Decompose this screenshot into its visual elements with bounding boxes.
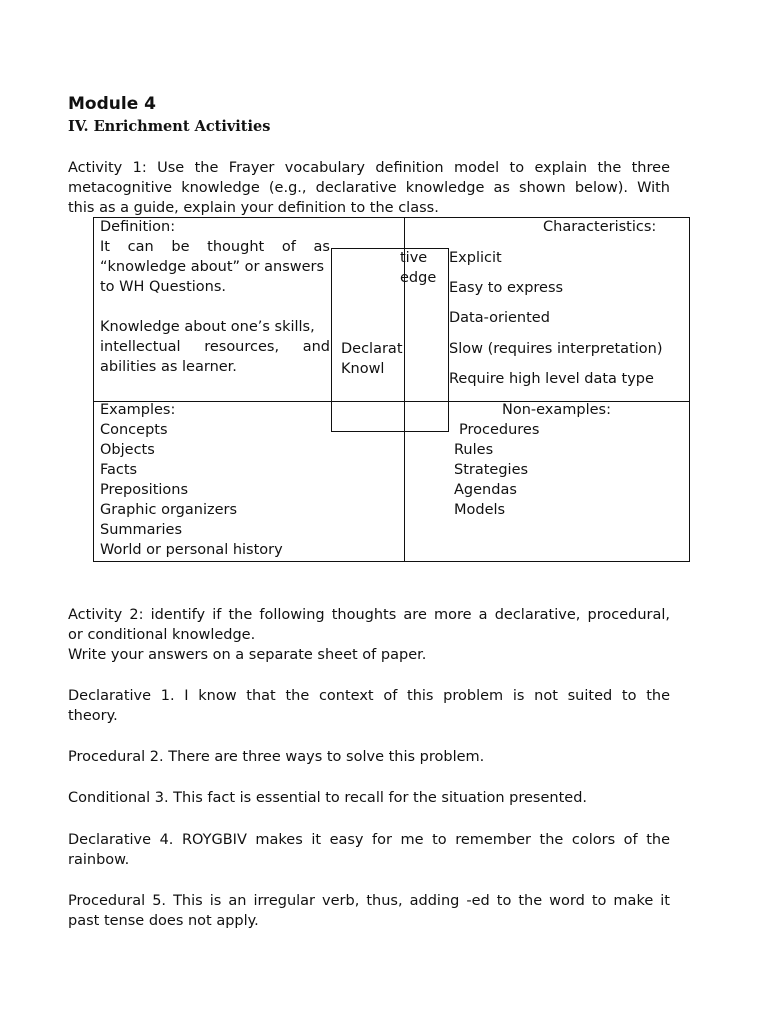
- characteristic-item: Require high level data type: [449, 371, 654, 387]
- activity1-line: this as a guide, explain your definition to the class.: [68, 200, 439, 216]
- characteristic-item: Explicit: [449, 250, 502, 266]
- activity1-line: metacognitive knowledge (e.g., declarative knowledge as shown below). With: [68, 180, 670, 196]
- definition-line: It can be thought of as: [100, 239, 330, 255]
- nonexamples-label: Non-examples:: [502, 402, 611, 418]
- example-item: Graphic organizers: [100, 502, 238, 518]
- activity1-line: Activity 1: Use the Frayer vocabulary definition model to explain the three: [68, 160, 670, 176]
- example-item: World or personal history: [100, 542, 283, 558]
- answer-item-line: Declarative 4. ROYGBIV makes it easy for me to remember the colors of the: [68, 832, 670, 848]
- definition-line: [100, 297, 330, 317]
- example-item: Concepts: [100, 422, 168, 438]
- nonexample-item: Procedures: [459, 422, 540, 438]
- center-term-fragment: edge: [400, 270, 437, 286]
- definition-label: Definition:: [100, 219, 176, 235]
- center-term-fragment: Knowl: [341, 361, 385, 377]
- answer-item-2: [68, 747, 670, 767]
- activity2-line: Activity 2: identify if the following thoughts are more a declarative, procedural,: [68, 607, 670, 623]
- answer-item-3: [68, 788, 670, 808]
- module-title: Module 4: [68, 94, 156, 114]
- answer-item-line: rainbow.: [68, 852, 130, 868]
- definition-line: abilities as learner.: [100, 359, 237, 375]
- answer-item-line: theory.: [68, 708, 118, 724]
- answer-item-line: Declarative 1. I know that the context of this problem is not suited to the: [68, 688, 670, 704]
- example-item: Prepositions: [100, 482, 189, 498]
- characteristic-item: Data-oriented: [449, 310, 550, 326]
- nonexample-item: Models: [454, 502, 506, 518]
- definition-line: to WH Questions.: [100, 279, 227, 295]
- nonexample-item: Agendas: [454, 482, 517, 498]
- definition-line: Knowledge about one’s skills,: [100, 319, 315, 335]
- example-item: Summaries: [100, 522, 182, 538]
- answer-item-5: [68, 891, 670, 931]
- nonexample-item: Rules: [454, 442, 494, 458]
- characteristic-item: Easy to express: [449, 280, 564, 296]
- characteristics-label: Characteristics:: [543, 219, 657, 235]
- example-item: Facts: [100, 462, 138, 478]
- example-item: Objects: [100, 442, 155, 458]
- definition-line: intellectual resources, and: [100, 339, 330, 355]
- activity2-instructions: [68, 605, 670, 665]
- activity2-line: Write your answers on a separate sheet of paper.: [68, 647, 427, 663]
- answer-item-line: Procedural 2. There are three ways to solve this problem.: [68, 749, 485, 765]
- activity2-line: or conditional knowledge.: [68, 627, 256, 643]
- answer-item-line: Conditional 3. This fact is essential to recall for the situation presented.: [68, 790, 588, 806]
- examples-label: Examples:: [100, 402, 176, 418]
- answer-item-4: [68, 830, 670, 870]
- center-term-fragment: Declarat: [341, 341, 403, 357]
- definition-line: “knowledge about” or answers: [100, 259, 325, 275]
- section-title: IV. Enrichment Activities: [68, 118, 271, 135]
- characteristic-item: Slow (requires interpretation): [449, 341, 663, 357]
- center-term-fragment: tive: [400, 250, 428, 266]
- answer-item-line: Procedural 5. This is an irregular verb, thus, adding -ed to the word to make it: [68, 893, 670, 909]
- answer-item-1: [68, 686, 670, 726]
- answer-item-line: past tense does not apply.: [68, 913, 259, 929]
- definition-text: [100, 237, 330, 377]
- nonexample-item: Strategies: [454, 462, 529, 478]
- activity1-instructions: [68, 158, 670, 218]
